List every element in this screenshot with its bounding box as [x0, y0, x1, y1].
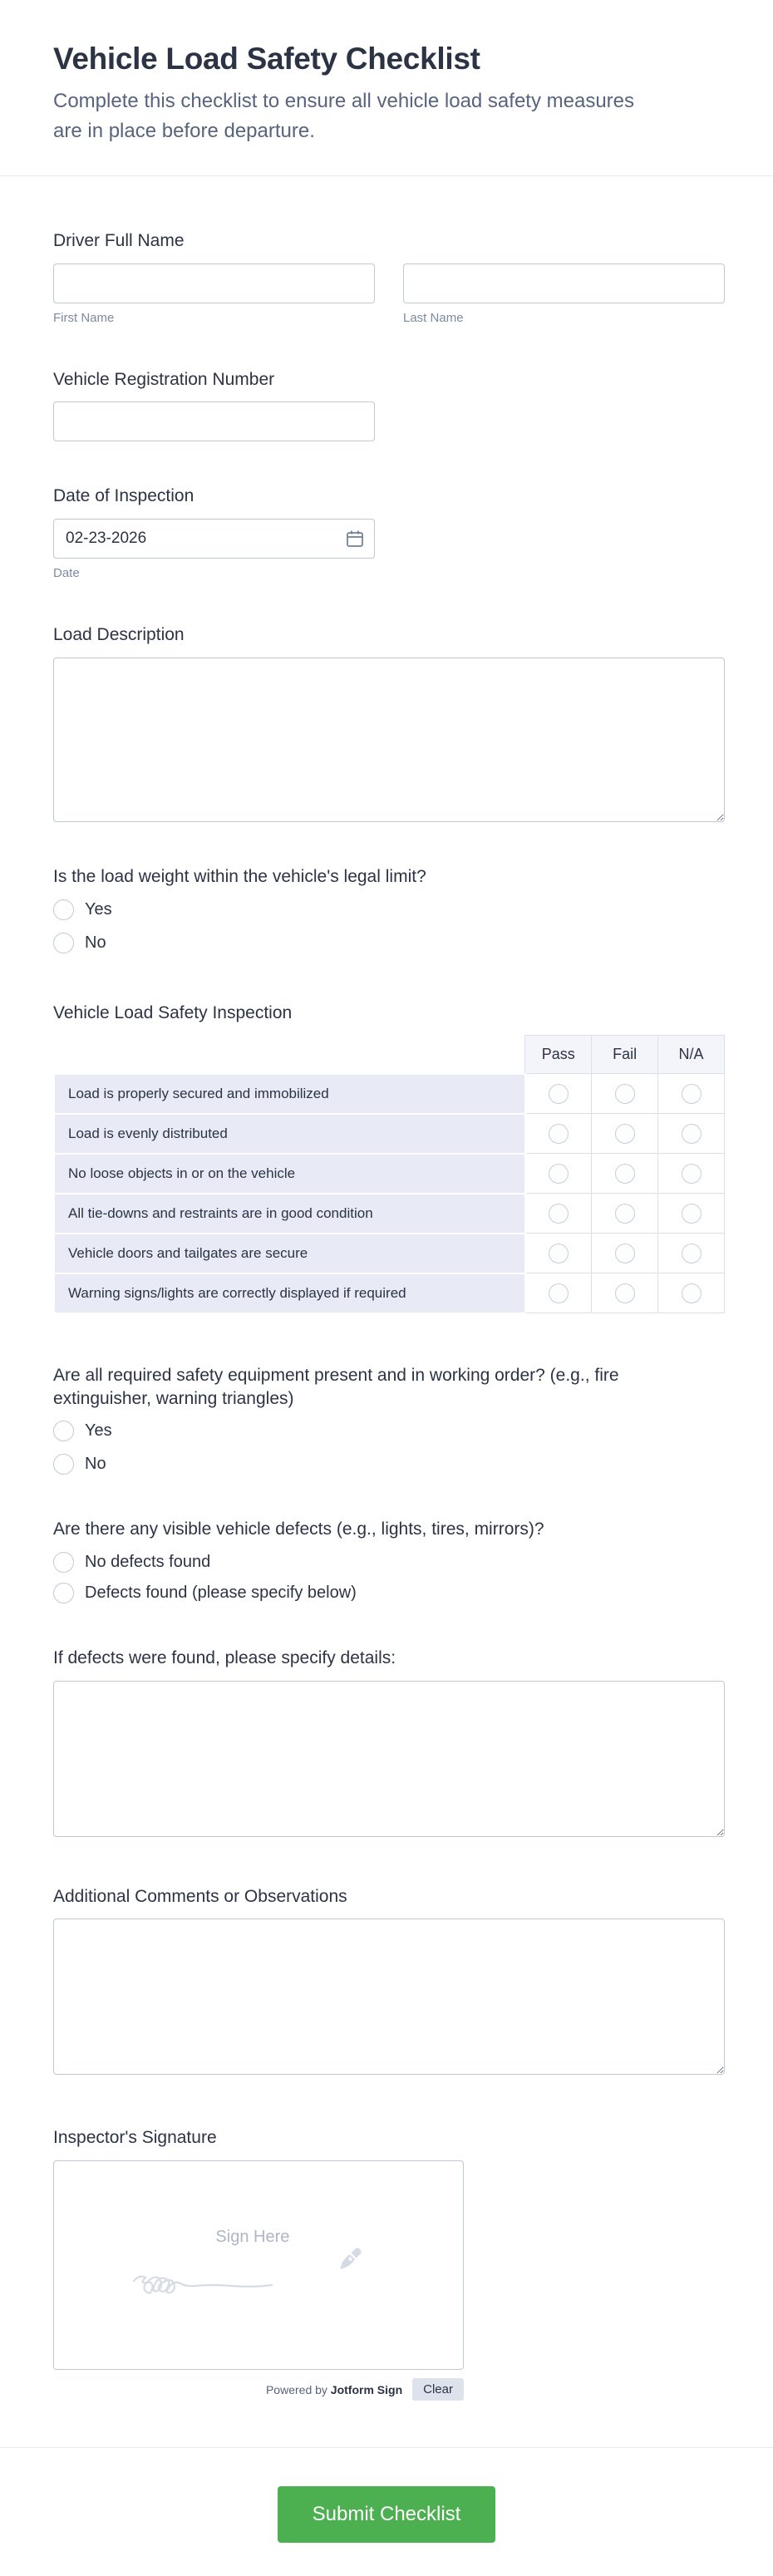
radio-icon[interactable]: [682, 1164, 702, 1184]
radio-icon[interactable]: [615, 1164, 635, 1184]
radio-icon[interactable]: [549, 1283, 569, 1303]
defect-details-label: If defects were found, please specify details:: [53, 1648, 396, 1667]
matrix-radio-cell[interactable]: [592, 1234, 658, 1273]
calendar-icon[interactable]: [345, 529, 365, 549]
radio-icon[interactable]: [682, 1204, 702, 1224]
question-vehicle-reg: [53, 368, 725, 442]
matrix-row-label: Load is evenly distributed: [54, 1114, 525, 1154]
matrix-radio-cell[interactable]: [525, 1273, 592, 1313]
matrix-row: [54, 1273, 725, 1313]
vehicle-reg-input[interactable]: [53, 401, 375, 441]
form-header: [0, 0, 773, 176]
load-description-textarea[interactable]: [53, 658, 725, 822]
defects-option-found[interactable]: [53, 1583, 725, 1603]
radio-option-label: No: [85, 933, 106, 952]
question-signature: [53, 2126, 725, 2401]
radio-icon[interactable]: [53, 899, 74, 920]
radio-icon[interactable]: [615, 1283, 635, 1303]
weight-limit-option-yes[interactable]: [53, 899, 725, 920]
page-subtitle: Complete this checklist to ensure all vehicle load safety measures are in place before departure.: [53, 90, 634, 142]
defects-option-none[interactable]: [53, 1552, 725, 1573]
radio-icon[interactable]: [549, 1124, 569, 1144]
matrix-radio-cell[interactable]: [525, 1234, 592, 1273]
matrix-row-label: Vehicle doors and tailgates are secure: [54, 1234, 525, 1273]
matrix-radio-cell[interactable]: [592, 1154, 658, 1194]
first-name-input[interactable]: [53, 264, 375, 303]
defects-label: Are there any visible vehicle defects (e.g., lights, tires, mirrors)?: [53, 1519, 544, 1539]
last-name-input[interactable]: [403, 264, 725, 303]
matrix-row: [54, 1114, 725, 1154]
pen-icon: [337, 2244, 365, 2273]
radio-icon[interactable]: [53, 1552, 74, 1573]
submit-button[interactable]: Submit Checklist: [278, 2486, 496, 2543]
jotform-sign-brand: Jotform Sign: [330, 2382, 403, 2396]
radio-option-label: Defects found (please specify below): [85, 1584, 357, 1602]
radio-icon[interactable]: [615, 1084, 635, 1104]
matrix-row-label: Warning signs/lights are correctly displayed if required: [54, 1273, 525, 1313]
radio-icon[interactable]: [615, 1244, 635, 1263]
submit-section: [0, 2447, 773, 2576]
question-matrix: [53, 1002, 725, 1314]
radio-icon[interactable]: [682, 1124, 702, 1144]
matrix-row-label: All tie-downs and restraints are in good condition: [54, 1194, 525, 1234]
matrix-row-label: Load is properly secured and immobilized: [54, 1074, 525, 1114]
radio-icon[interactable]: [53, 1583, 74, 1603]
clear-signature-button[interactable]: Clear: [412, 2378, 464, 2401]
question-inspection-date: [53, 485, 725, 580]
question-safety-equipment: [53, 1364, 725, 1475]
radio-icon[interactable]: [549, 1244, 569, 1263]
safety-equipment-option-no[interactable]: [53, 1454, 725, 1475]
form-body: [0, 176, 773, 2401]
last-name-sublabel: Last Name: [403, 310, 464, 325]
inspection-date-label: Date of Inspection: [53, 486, 194, 506]
matrix-corner-cell: [54, 1036, 525, 1074]
question-defect-details: [53, 1647, 725, 1837]
signature-pad[interactable]: [53, 2160, 464, 2370]
radio-option-label: Yes: [85, 1421, 112, 1441]
inspection-matrix: [53, 1035, 725, 1314]
matrix-radio-cell[interactable]: [592, 1074, 658, 1114]
radio-icon[interactable]: [682, 1084, 702, 1104]
page-title: Vehicle Load Safety Checklist: [53, 42, 480, 76]
matrix-radio-cell[interactable]: [525, 1074, 592, 1114]
matrix-radio-cell[interactable]: [592, 1114, 658, 1154]
radio-icon[interactable]: [549, 1204, 569, 1224]
question-defects: [53, 1518, 725, 1603]
powered-by-text: Powered by Jotform Sign: [265, 2382, 403, 2396]
driver-name-label: Driver Full Name: [53, 231, 185, 251]
weight-limit-option-no[interactable]: [53, 933, 725, 953]
question-weight-limit: [53, 865, 725, 953]
matrix-row: [54, 1074, 725, 1114]
radio-option-label: No defects found: [85, 1553, 211, 1571]
signature-squiggle-graphic: [130, 2259, 322, 2296]
question-load-description: [53, 623, 725, 822]
matrix-row-label: No loose objects in or on the vehicle: [54, 1154, 525, 1194]
safety-equipment-option-yes[interactable]: [53, 1421, 725, 1441]
matrix-radio-cell[interactable]: [525, 1154, 592, 1194]
matrix-radio-cell[interactable]: [658, 1273, 725, 1313]
load-description-label: Load Description: [53, 625, 185, 645]
weight-limit-label: Is the load weight within the vehicle's legal limit?: [53, 866, 426, 886]
radio-icon[interactable]: [682, 1283, 702, 1303]
matrix-row: [54, 1234, 725, 1273]
matrix-label: Vehicle Load Safety Inspection: [53, 1002, 293, 1022]
date-sublabel: Date: [53, 566, 80, 581]
sign-here-placeholder: Sign Here: [215, 2228, 290, 2247]
safety-equipment-label: Are all required safety equipment present and in working order? (e.g., fire extinguisher, warning triangles): [53, 1365, 619, 1408]
matrix-radio-cell[interactable]: [525, 1194, 592, 1234]
matrix-radio-cell[interactable]: [658, 1074, 725, 1114]
matrix-radio-cell[interactable]: [592, 1273, 658, 1313]
first-name-sublabel: First Name: [53, 310, 115, 325]
radio-option-label: No: [85, 1455, 106, 1474]
radio-icon[interactable]: [682, 1244, 702, 1263]
radio-icon[interactable]: [53, 1454, 74, 1475]
matrix-radio-cell[interactable]: [525, 1114, 592, 1154]
matrix-radio-cell[interactable]: [658, 1114, 725, 1154]
radio-icon[interactable]: [53, 1421, 74, 1441]
matrix-row: [54, 1194, 725, 1234]
signature-label: Inspector's Signature: [53, 2128, 217, 2148]
date-input[interactable]: [53, 519, 375, 559]
radio-option-label: Yes: [85, 899, 112, 919]
question-driver-name: [53, 229, 725, 325]
comments-textarea[interactable]: [53, 1918, 725, 2075]
matrix-radio-cell[interactable]: [658, 1194, 725, 1234]
radio-icon[interactable]: [615, 1124, 635, 1144]
comments-label: Additional Comments or Observations: [53, 1886, 347, 1906]
question-comments: [53, 1885, 725, 2076]
signature-footer: [53, 2378, 464, 2401]
matrix-radio-cell[interactable]: [592, 1194, 658, 1234]
matrix-radio-cell[interactable]: [658, 1234, 725, 1273]
radio-icon[interactable]: [53, 933, 74, 953]
matrix-row: [54, 1154, 725, 1194]
matrix-col-na: N/A: [658, 1036, 725, 1074]
defect-details-textarea[interactable]: [53, 1681, 725, 1837]
radio-icon[interactable]: [615, 1204, 635, 1224]
matrix-col-pass: Pass: [525, 1036, 592, 1074]
radio-icon[interactable]: [549, 1084, 569, 1104]
matrix-radio-cell[interactable]: [658, 1154, 725, 1194]
radio-icon[interactable]: [549, 1164, 569, 1184]
vehicle-reg-label: Vehicle Registration Number: [53, 369, 275, 389]
matrix-col-fail: Fail: [592, 1036, 658, 1074]
